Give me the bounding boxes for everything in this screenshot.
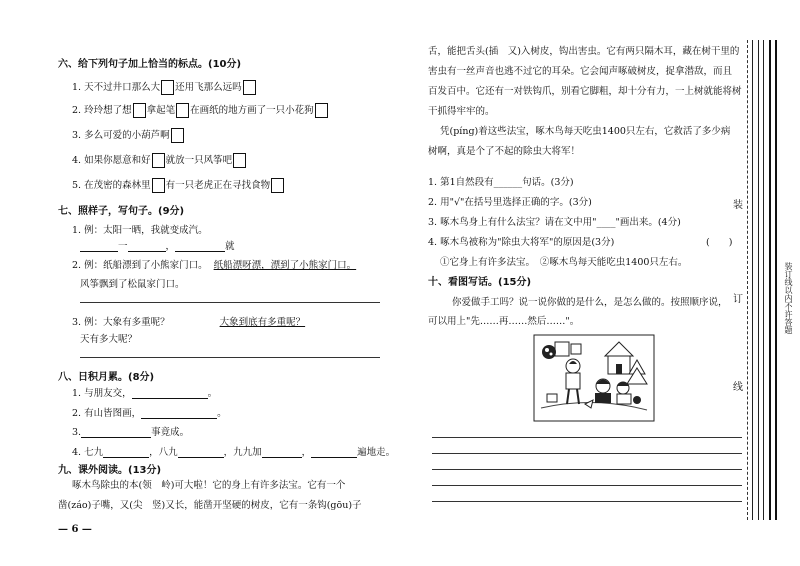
section-9-title: 九、课外阅读。(13分)	[58, 465, 162, 476]
binding-line	[769, 40, 771, 520]
s6-item-5: 5. 在茂密的森林里 有一只老虎正在寻找食物	[72, 177, 285, 193]
punct-box[interactable]	[133, 103, 146, 118]
s8-item-2: 2. 有山皆图画， 。	[72, 408, 227, 419]
q4-answer-paren[interactable]: ( )	[706, 237, 733, 248]
answer-line[interactable]	[432, 501, 742, 502]
s10-prompt-2: 可以用上"先……再……然后……"。	[428, 316, 580, 327]
page-number: — 6 —	[58, 524, 92, 535]
crafts-illustration	[533, 334, 655, 422]
answer-blank[interactable]	[80, 241, 118, 252]
binding-notice: 装订线以内不许答题	[784, 262, 793, 334]
s8-item-3: 3. 事竟成。	[72, 427, 190, 438]
answer-blank[interactable]	[141, 408, 217, 419]
section-8-title: 八、日积月累。(8分)	[58, 372, 155, 383]
reading-q2: 2. 用"√"在括号里选择正确的字。(3分)	[428, 197, 592, 208]
punct-box[interactable]	[161, 80, 174, 95]
s6-item-3: 3. 多么可爱的小葫芦啊	[72, 127, 185, 143]
punct-box[interactable]	[171, 128, 184, 143]
punct-box[interactable]	[152, 178, 165, 193]
answer-line[interactable]	[432, 437, 742, 438]
reading-line-1: 啄木鸟除虫的本(领 岭)可大啦！它的身上有许多法宝。它有一个	[72, 480, 346, 491]
answer-blank[interactable]	[128, 241, 166, 252]
reading-line-2: 凿(záo)子嘴，又(尖 竖)又长，能凿开坚硬的树皮，它有一条钩(gōu)子	[58, 500, 362, 511]
q4-options: ①它身上有许多法宝。 ②啄木鸟每天能吃虫1400只左右。	[440, 257, 688, 268]
punct-box[interactable]	[243, 80, 256, 95]
section-6-title: 六、给下列句子加上恰当的标点。(10分)	[58, 59, 242, 70]
binding-line	[752, 40, 753, 520]
margin-label-ding: 订	[733, 290, 743, 305]
s8-item-4: 4. 七九 ，八九 ，九九加 ， 遍地走。	[72, 447, 396, 458]
answer-line[interactable]	[432, 469, 742, 470]
answer-blank[interactable]	[81, 427, 151, 438]
punct-box[interactable]	[176, 103, 189, 118]
margin-label-zhuang: 装	[733, 196, 743, 211]
answer-blank[interactable]	[178, 447, 224, 458]
s8-item-1: 1. 与朋友交， 。	[72, 388, 218, 399]
punct-box[interactable]	[152, 153, 165, 168]
s6-item-1: 1. 天不过井口那么大 还用飞那么远吗	[72, 79, 257, 95]
answer-line[interactable]	[80, 302, 380, 303]
answer-line[interactable]	[432, 485, 742, 486]
binding-dashed-line	[747, 40, 748, 520]
s7-ex2-prompt: 风筝飘到了松鼠家门口。	[80, 279, 185, 290]
answer-blank[interactable]	[132, 388, 208, 399]
binding-line	[758, 40, 759, 520]
answer-line[interactable]	[432, 453, 742, 454]
section-10-title: 十、看图写话。(15分)	[428, 277, 532, 288]
s10-prompt-1: 你爱做手工吗？说一说你做的是什么，是怎么做的。按照顺序说，	[452, 297, 728, 308]
margin-label-xian: 线	[733, 378, 743, 393]
punct-box[interactable]	[271, 178, 284, 193]
reading-line-7: 凭(píng)着这些法宝，啄木鸟每天吃虫1400只左右，它救活了多少病	[440, 126, 731, 137]
reading-line-8: 树啊，真是个了不起的除虫大将军！	[428, 146, 581, 157]
answer-blank[interactable]	[175, 241, 225, 252]
reading-q3: 3. 啄木鸟身上有什么法宝？请在文中用"____"画出来。(4分)	[428, 217, 681, 228]
answer-blank[interactable]	[262, 447, 302, 458]
section-7-title: 七、照样子，写句子。(9分)	[58, 206, 185, 217]
answer-blank[interactable]	[103, 447, 149, 458]
s7-ex1-fill: 一 ， 就	[80, 238, 235, 252]
s7-ex1: 1. 例：太阳一晒，我就变成汽。	[72, 225, 208, 236]
s6-item-4: 4. 如果你愿意和好 就放一只风筝吧	[72, 152, 247, 168]
s6-item-2: 2. 玲玲想了想 拿起笔 在画纸的地方画了一只小花狗	[72, 102, 329, 118]
reading-line-3: 舌，能把舌头(插 又)入树皮，钩出害虫。它有两只隔木耳，藏在树干里的	[428, 46, 740, 57]
answer-line[interactable]	[80, 357, 380, 358]
reading-line-4: 害虫有一丝声音也逃不过它的耳朵。它会闻声啄破树皮，捉拿潜敌，而且	[428, 66, 733, 77]
punct-box[interactable]	[315, 103, 328, 118]
reading-q1: 1. 第1自然段有______句话。(3分)	[428, 177, 574, 188]
punct-box[interactable]	[233, 153, 246, 168]
answer-blank[interactable]	[311, 447, 357, 458]
binding-line	[775, 40, 777, 520]
s7-ex2: 2. 例：纸船漂到了小熊家门口。 纸船漂呀漂，漂到了小熊家门口。	[72, 260, 357, 271]
reading-line-5: 百发百中。它还有一对铁钩爪，别看它脚粗，却十分有力，一上树就能将树	[428, 86, 742, 97]
s7-ex3-prompt: 天有多大呢？	[80, 334, 138, 345]
reading-q4: 4. 啄木鸟被称为"除虫大将军"的原因是(3分)	[428, 237, 615, 248]
s7-ex3: 3. 例：大象有多重呢？ 大象到底有多重呢？	[72, 317, 306, 328]
binding-line	[763, 40, 764, 520]
reading-line-6: 干抓得牢牢的。	[428, 106, 495, 117]
